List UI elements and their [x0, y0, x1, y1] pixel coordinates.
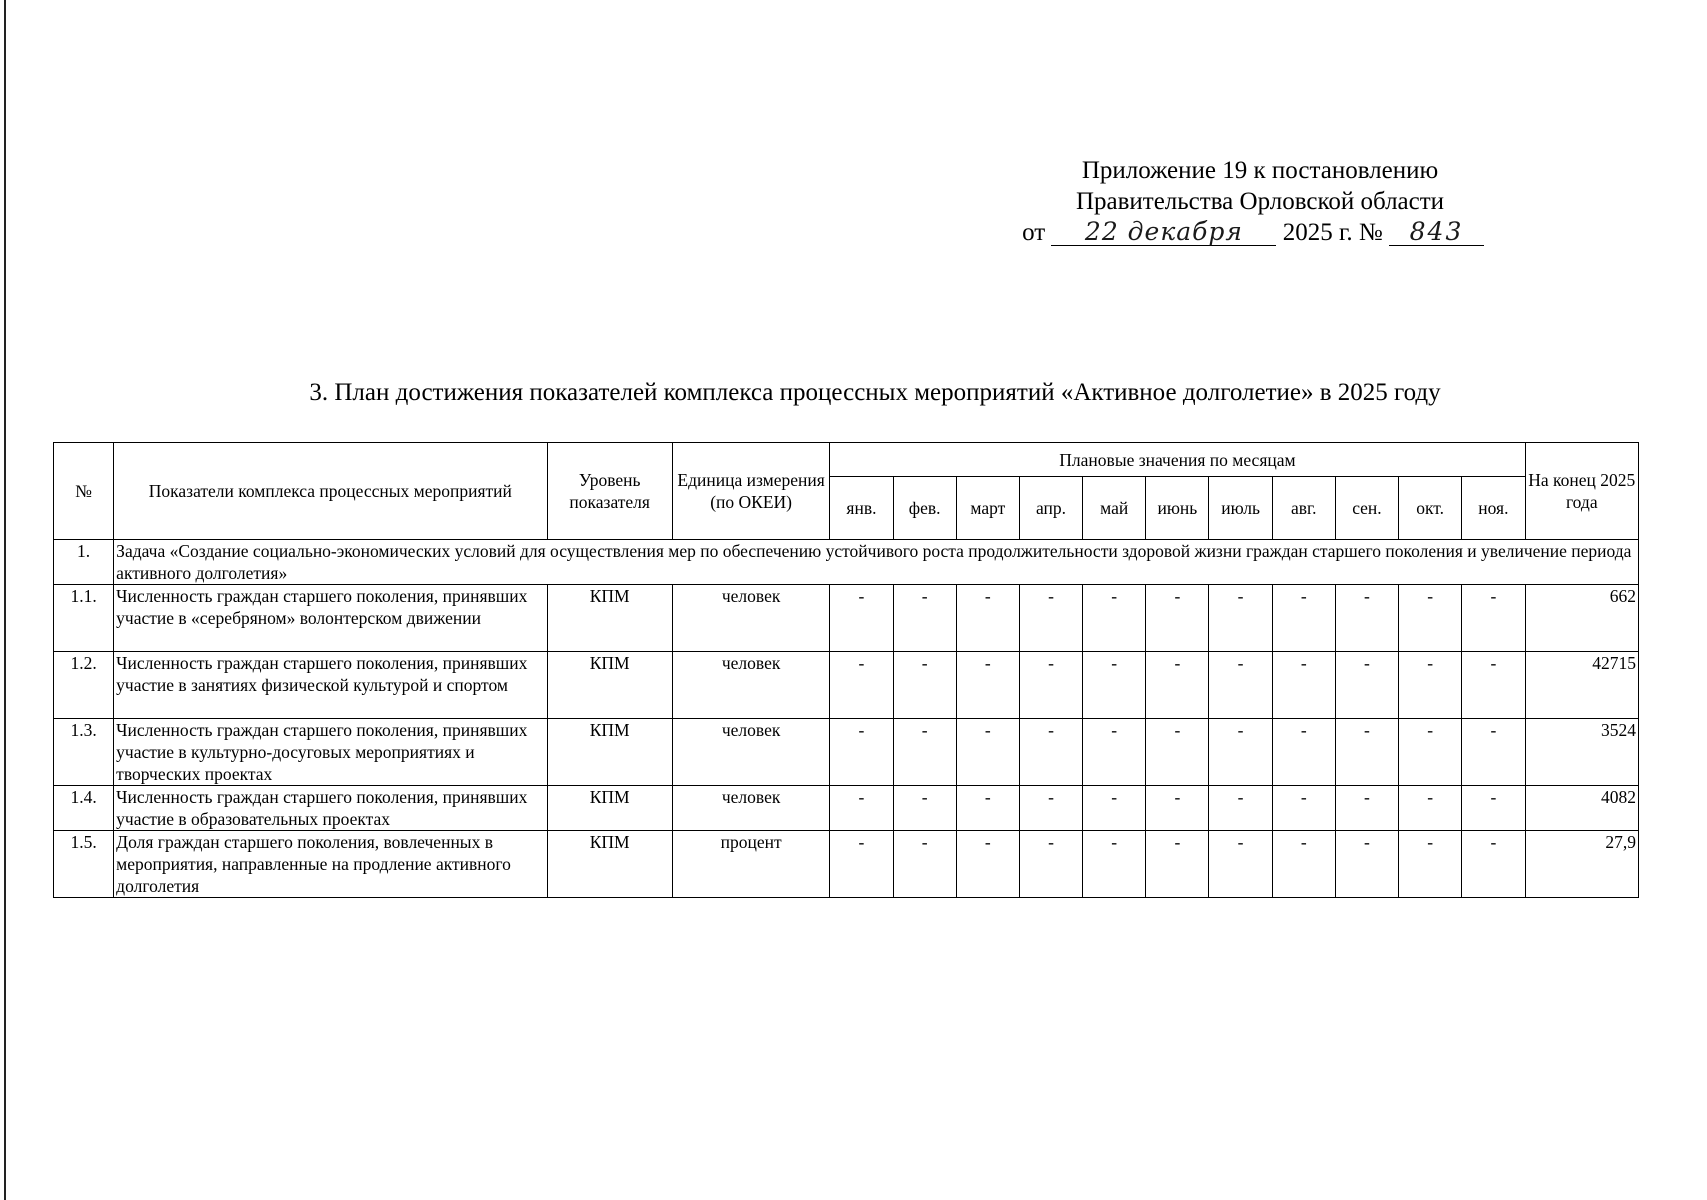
row-month-value: -	[893, 652, 956, 719]
row-level: КПМ	[547, 786, 672, 831]
plan-table	[53, 442, 1639, 898]
handwritten-number: 843	[1389, 219, 1484, 246]
row-level: КПМ	[547, 831, 672, 898]
task-num: 1.	[54, 540, 114, 585]
row-total: 4082	[1525, 786, 1638, 831]
row-month-value: -	[1146, 719, 1209, 786]
row-month-value: -	[830, 786, 893, 831]
attachment-line-1: Приложение 19 к постановлению	[1081, 157, 1439, 184]
table-row	[54, 719, 1639, 786]
row-month-value: -	[1335, 831, 1398, 898]
row-month-value: -	[830, 585, 893, 652]
date-prefix: от	[1022, 219, 1046, 246]
header-month: март	[956, 477, 1019, 540]
header-monthly-group: Плановые значения по месяцам	[830, 443, 1525, 477]
row-month-value: -	[1209, 585, 1272, 652]
row-month-value: -	[830, 831, 893, 898]
table-row	[54, 652, 1639, 719]
document-title: 3. План достижения показателей комплекса процессных мероприятий «Активное долголетие» в 2025 году	[309, 379, 1441, 406]
header-unit: Единица измерения (по ОКЕИ)	[672, 443, 829, 540]
row-month-value: -	[1335, 585, 1398, 652]
row-month-value: -	[1019, 786, 1082, 831]
row-unit: человек	[672, 719, 829, 786]
row-indicator: Численность граждан старшего поколения, принявших участие в «серебряном» волонтерском движении	[114, 585, 547, 652]
header-month: май	[1083, 477, 1146, 540]
row-month-value: -	[1083, 831, 1146, 898]
row-month-value: -	[1209, 831, 1272, 898]
row-month-value: -	[1019, 831, 1082, 898]
row-unit: процент	[672, 831, 829, 898]
row-total: 27,9	[1525, 831, 1638, 898]
row-month-value: -	[1399, 652, 1462, 719]
row-month-value: -	[1019, 719, 1082, 786]
header-row-1	[54, 443, 1639, 477]
row-month-value: -	[1083, 585, 1146, 652]
date-year: 2025 г. №	[1282, 219, 1383, 246]
row-month-value: -	[1272, 786, 1335, 831]
row-month-value: -	[956, 585, 1019, 652]
attachment-note	[1000, 155, 1520, 248]
table-row	[54, 585, 1639, 652]
row-month-value: -	[1399, 786, 1462, 831]
header-month: окт.	[1399, 477, 1462, 540]
row-month-value: -	[1146, 652, 1209, 719]
attachment-date-line	[1000, 217, 1520, 248]
row-month-value: -	[1272, 719, 1335, 786]
row-month-value: -	[1146, 831, 1209, 898]
row-month-value: -	[1399, 585, 1462, 652]
row-month-value: -	[1335, 719, 1398, 786]
row-month-value: -	[1399, 719, 1462, 786]
header-month: фев.	[893, 477, 956, 540]
header-month: июль	[1209, 477, 1272, 540]
row-month-value: -	[1146, 585, 1209, 652]
row-month-value: -	[830, 719, 893, 786]
header-month: сен.	[1335, 477, 1398, 540]
row-month-value: -	[893, 585, 956, 652]
row-num: 1.5.	[54, 831, 114, 898]
page-edge-line	[4, 0, 6, 1200]
task-text: Задача «Создание социально-экономических условий для осуществления мер по обеспечению устойчивого роста продолжительности здоровой жизни граждан старшего поколения и увеличение периода активного долголетия»	[114, 540, 1639, 585]
row-month-value: -	[1083, 652, 1146, 719]
table-row	[54, 831, 1639, 898]
row-month-value: -	[1209, 652, 1272, 719]
row-indicator: Численность граждан старшего поколения, принявших участие в культурно-досуговых мероприятиях и творческих проектах	[114, 719, 547, 786]
row-month-value: -	[1146, 786, 1209, 831]
row-month-value: -	[1019, 652, 1082, 719]
row-month-value: -	[893, 786, 956, 831]
header-end-of-year: На конец 2025 года	[1525, 443, 1638, 540]
header-month: авг.	[1272, 477, 1335, 540]
row-month-value: -	[1209, 719, 1272, 786]
row-month-value: -	[1272, 585, 1335, 652]
row-month-value: -	[1399, 831, 1462, 898]
row-month-value: -	[1462, 652, 1525, 719]
row-level: КПМ	[547, 719, 672, 786]
row-total: 42715	[1525, 652, 1638, 719]
header-num: №	[54, 443, 114, 540]
row-unit: человек	[672, 786, 829, 831]
row-month-value: -	[956, 719, 1019, 786]
row-indicator: Численность граждан старшего поколения, принявших участие в занятиях физической культурой и спортом	[114, 652, 547, 719]
header-month: июнь	[1146, 477, 1209, 540]
row-month-value: -	[1462, 786, 1525, 831]
row-level: КПМ	[547, 652, 672, 719]
row-month-value: -	[956, 652, 1019, 719]
task-row	[54, 540, 1639, 585]
row-unit: человек	[672, 585, 829, 652]
row-month-value: -	[893, 831, 956, 898]
attachment-line-2: Правительства Орловской области	[1075, 188, 1445, 215]
row-month-value: -	[1272, 831, 1335, 898]
row-num: 1.2.	[54, 652, 114, 719]
row-month-value: -	[1335, 786, 1398, 831]
row-unit: человек	[672, 652, 829, 719]
header-month: апр.	[1019, 477, 1082, 540]
row-month-value: -	[1019, 585, 1082, 652]
row-month-value: -	[1209, 786, 1272, 831]
row-month-value: -	[956, 786, 1019, 831]
row-total: 3524	[1525, 719, 1638, 786]
row-indicator: Доля граждан старшего поколения, вовлеченных в мероприятия, направленные на продление активного долголетия	[114, 831, 547, 898]
row-month-value: -	[1272, 652, 1335, 719]
handwritten-date: 22 декабря	[1051, 219, 1276, 246]
header-month: ноя.	[1462, 477, 1525, 540]
row-month-value: -	[893, 719, 956, 786]
row-month-value: -	[1462, 719, 1525, 786]
row-indicator: Численность граждан старшего поколения, принявших участие в образовательных проектах	[114, 786, 547, 831]
row-num: 1.1.	[54, 585, 114, 652]
row-month-value: -	[830, 652, 893, 719]
header-month: янв.	[830, 477, 893, 540]
table-row	[54, 786, 1639, 831]
row-month-value: -	[1335, 652, 1398, 719]
header-indicator: Показатели комплекса процессных мероприятий	[114, 443, 547, 540]
row-month-value: -	[956, 831, 1019, 898]
row-month-value: -	[1083, 786, 1146, 831]
header-level: Уровень показателя	[547, 443, 672, 540]
row-level: КПМ	[547, 585, 672, 652]
row-total: 662	[1525, 585, 1638, 652]
row-num: 1.3.	[54, 719, 114, 786]
row-month-value: -	[1462, 831, 1525, 898]
row-num: 1.4.	[54, 786, 114, 831]
row-month-value: -	[1462, 585, 1525, 652]
row-month-value: -	[1083, 719, 1146, 786]
